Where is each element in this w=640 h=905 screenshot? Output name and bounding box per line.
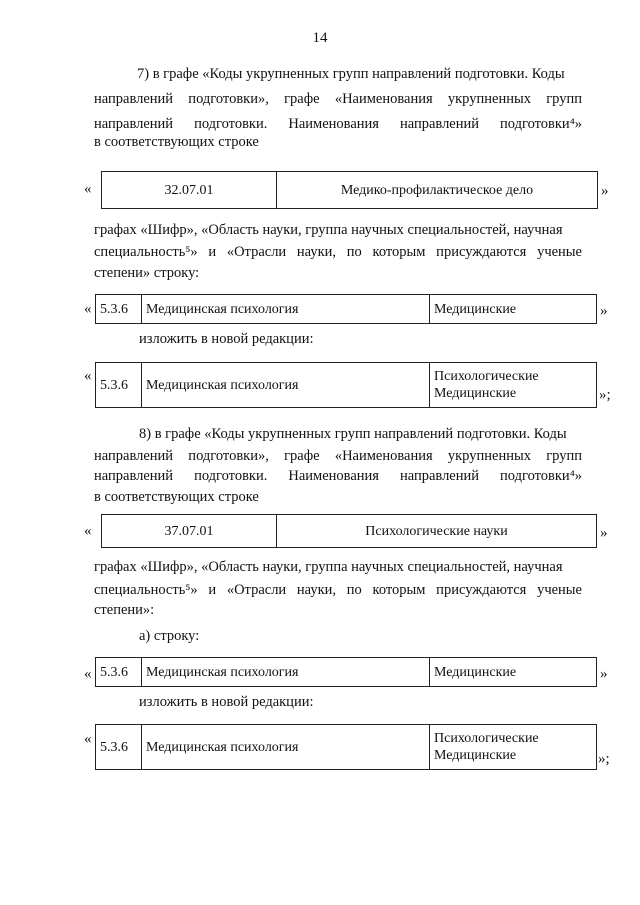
- quote-open: «: [84, 301, 92, 317]
- quote-open: «: [84, 368, 92, 384]
- branch-cell: [430, 363, 597, 408]
- item7-line-3: направлений подготовки. Наименования направлений подготовки⁴»: [94, 116, 582, 132]
- item8-line-1: 8) в графе «Коды укрупненных групп направлений подготовки. Коды: [139, 426, 567, 442]
- quote-close: »: [600, 303, 608, 319]
- item7-graphs-line-1: графах «Шифр», «Область науки, группа научных специальностей, научная: [94, 222, 563, 238]
- name-cell: Медицинская психология: [142, 363, 430, 408]
- quote-open: «: [84, 666, 92, 682]
- quote-open: «: [84, 523, 92, 539]
- name-cell: Медицинская психология: [142, 725, 430, 770]
- item8-line-2: направлений подготовки», графе «Наименования укрупненных групп: [94, 448, 582, 464]
- item8-new-row-table: [95, 724, 597, 770]
- code-cell: 5.3.6: [96, 295, 142, 324]
- quote-close: »: [600, 666, 608, 682]
- item8-graphs-line-3: степени»:: [94, 602, 155, 618]
- code-cell: 5.3.6: [96, 725, 142, 770]
- branch-cell: [430, 725, 597, 770]
- item7-old-row-table: [95, 294, 597, 324]
- item7-line-2: направлений подготовки», графе «Наименования укрупненных групп: [94, 91, 582, 107]
- item8-graphs-line-1: графах «Шифр», «Область науки, группа научных специальностей, научная: [94, 559, 563, 575]
- item8-code-table: [101, 514, 597, 548]
- quote-close-semicolon: »;: [598, 751, 610, 767]
- item7-line-1: 7) в графе «Коды укрупненных групп направлений подготовки. Коды: [137, 66, 565, 82]
- item7-code-table: [101, 171, 598, 209]
- name-cell: Психологические науки: [277, 515, 597, 548]
- item8-sub-a: а) строку:: [139, 628, 200, 644]
- code-cell: 5.3.6: [96, 363, 142, 408]
- branch-cell: Медицинские: [430, 295, 597, 324]
- name-cell: Медицинская психология: [142, 295, 430, 324]
- quote-open: «: [84, 181, 92, 197]
- item8-line-4: в соответствующих строке: [94, 489, 259, 505]
- item8-new-heading: изложить в новой редакции:: [139, 694, 314, 710]
- item7-new-row-table: [95, 362, 597, 408]
- quote-open: «: [84, 731, 92, 747]
- branch-cell: Медицинские: [430, 658, 597, 687]
- branch-line-2: Медицинские: [434, 748, 517, 763]
- item8-graphs-line-2: специальность⁵» и «Отрасли науки, по которым присуждаются ученые: [94, 582, 582, 598]
- branch-line-1: Психологические: [434, 731, 539, 746]
- page-number: 14: [312, 30, 328, 46]
- code-cell: 32.07.01: [102, 172, 277, 209]
- code-cell: 37.07.01: [102, 515, 277, 548]
- branch-line-1: Психологические: [434, 369, 539, 384]
- name-cell: Медико-профилактическое дело: [277, 172, 598, 209]
- item7-new-heading: изложить в новой редакции:: [139, 331, 314, 347]
- quote-close: »: [601, 183, 609, 199]
- item8-line-3: направлений подготовки. Наименования направлений подготовки⁴»: [94, 468, 582, 484]
- name-cell: Медицинская психология: [142, 658, 430, 687]
- quote-close: »: [600, 525, 608, 541]
- item7-graphs-line-3: степени» строку:: [94, 265, 200, 281]
- branch-line-2: Медицинские: [434, 386, 517, 401]
- code-cell: 5.3.6: [96, 658, 142, 687]
- item7-graphs-line-2: специальность⁵» и «Отрасли науки, по которым присуждаются ученые: [94, 244, 582, 260]
- item7-line-4: в соответствующих строке: [94, 134, 259, 150]
- item8-old-row-table: [95, 657, 597, 687]
- quote-close-semicolon: »;: [599, 387, 611, 403]
